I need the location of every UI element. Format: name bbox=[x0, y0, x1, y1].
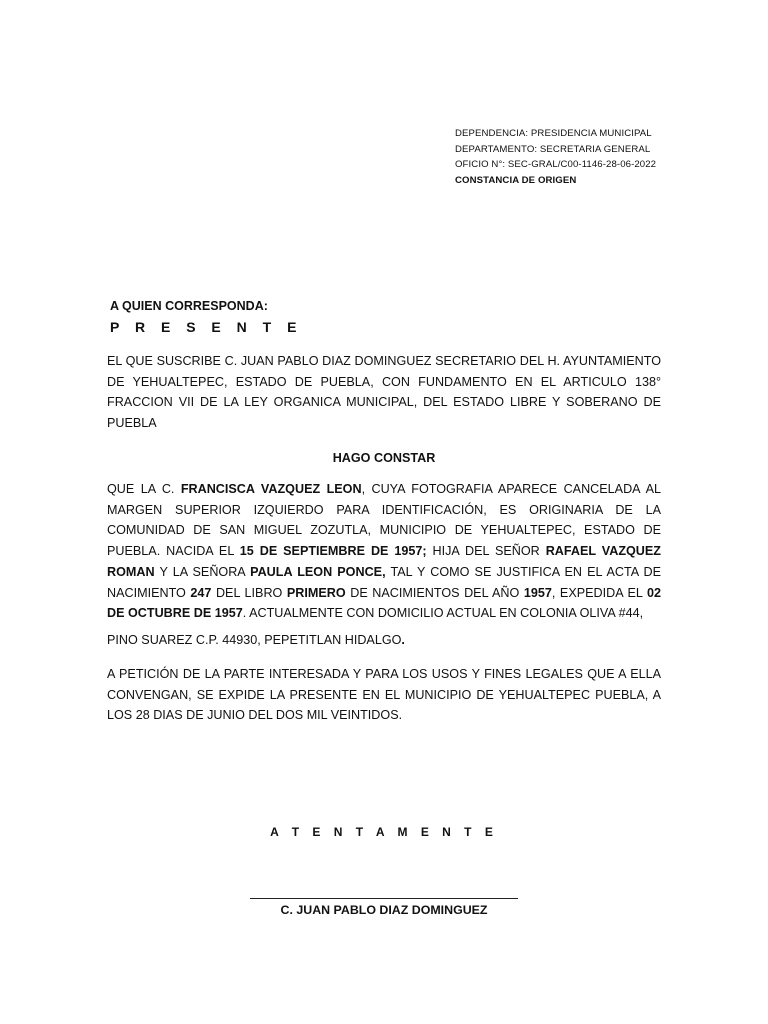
signatory-name: C. JUAN PABLO DIAZ DOMINGUEZ bbox=[280, 903, 488, 917]
document-subject: CONSTANCIA DE ORIGEN bbox=[455, 174, 577, 186]
body-text: . ACTUALMENTE CON DOMICILIO ACTUAL EN COLONIA OLIVA #44, bbox=[242, 606, 644, 621]
body-text: HIJA DEL SEÑOR bbox=[426, 544, 546, 559]
address-text: PINO SUAREZ C.P. 44930, PEPETITLAN HIDALGO bbox=[107, 633, 402, 647]
body-text: DE NACIMIENTOS DEL AÑO bbox=[345, 585, 524, 600]
body-text: DEL LIBRO bbox=[211, 585, 287, 600]
body-text: Y LA SEÑORA bbox=[154, 564, 251, 579]
signature-line bbox=[250, 898, 518, 899]
mother-name: PAULA LEON PONCE, bbox=[250, 564, 386, 579]
oficio-number: OFICIO N°: SEC-GRAL/C00-1146-28-06-2022 bbox=[455, 159, 657, 170]
dependencia-line: DEPENDENCIA: PRESIDENCIA MUNICIPAL bbox=[455, 128, 652, 139]
issue-date: 02 DE OCTUBRE DE 1957 bbox=[107, 585, 661, 621]
body-text: , CUYA FOTOGRAFIA APARECE CANCELADA AL MARGEN SUPERIOR IZQUIERDO PARA IDENTIFICACIÓN, ES ORIGINARIA DE LA COMUNIDAD DE SAN MIGUEL ZOZUTLA, MUNICIPIO DE YEHUALTEPEC, ESTADO DE PUEBLA. NACIDA EL bbox=[107, 482, 661, 559]
address-line bbox=[107, 630, 661, 651]
body-text: QUE LA C. bbox=[107, 482, 181, 496]
departamento-line: DEPARTAMENTO: SECRETARIA GENERAL bbox=[455, 143, 651, 155]
body-text: , EXPEDIDA EL bbox=[551, 585, 647, 600]
acta-number: 247 bbox=[190, 585, 212, 600]
addressee: A QUIEN CORRESPONDA: bbox=[110, 299, 268, 313]
intro-paragraph: EL QUE SUSCRIBE C. JUAN PABLO DIAZ DOMINGUEZ SECRETARIO DEL H. AYUNTAMIENTO DE YEHUALTEPEC, ESTADO DE PUEBLA, CON FUNDAMENTO EN EL ARTICULO 138° FRACCION VII DE LA LEY ORGANICA MUNICIPAL, DEL ESTADO LIBRE Y SOBERANO DE PUEBLA bbox=[107, 354, 661, 431]
hago-constar-heading: HAGO CONSTAR bbox=[332, 451, 436, 465]
body-text: TAL Y COMO SE JUSTIFICA EN EL ACTA DE NACIMIENTO bbox=[107, 564, 662, 600]
birth-date: 15 DE SEPTIEMBRE DE 1957; bbox=[239, 544, 427, 559]
atentamente-heading: A T E N T A M E N T E bbox=[270, 825, 498, 839]
presente-heading: P R E S E N T E bbox=[110, 319, 303, 335]
birth-year: 1957 bbox=[523, 585, 552, 600]
father-name: RAFAEL VAZQUEZ ROMAN bbox=[107, 544, 661, 579]
document-header bbox=[455, 126, 715, 188]
certification-paragraph bbox=[107, 479, 661, 624]
address-period: . bbox=[401, 633, 405, 647]
libro-name: PRIMERO bbox=[286, 585, 346, 600]
closing-paragraph: A PETICIÓN DE LA PARTE INTERESADA Y PARA LOS USOS Y FINES LEGALES QUE A ELLA CONVENGAN, SE EXPIDE LA PRESENTE EN EL MUNICIPIO DE YEHUALTEPEC PUEBLA, A LOS 28 DIAS DE JUNIO DEL DOS MIL VEINTIDOS. bbox=[107, 667, 661, 723]
person-name: FRANCISCA VAZQUEZ LEON bbox=[180, 482, 362, 496]
